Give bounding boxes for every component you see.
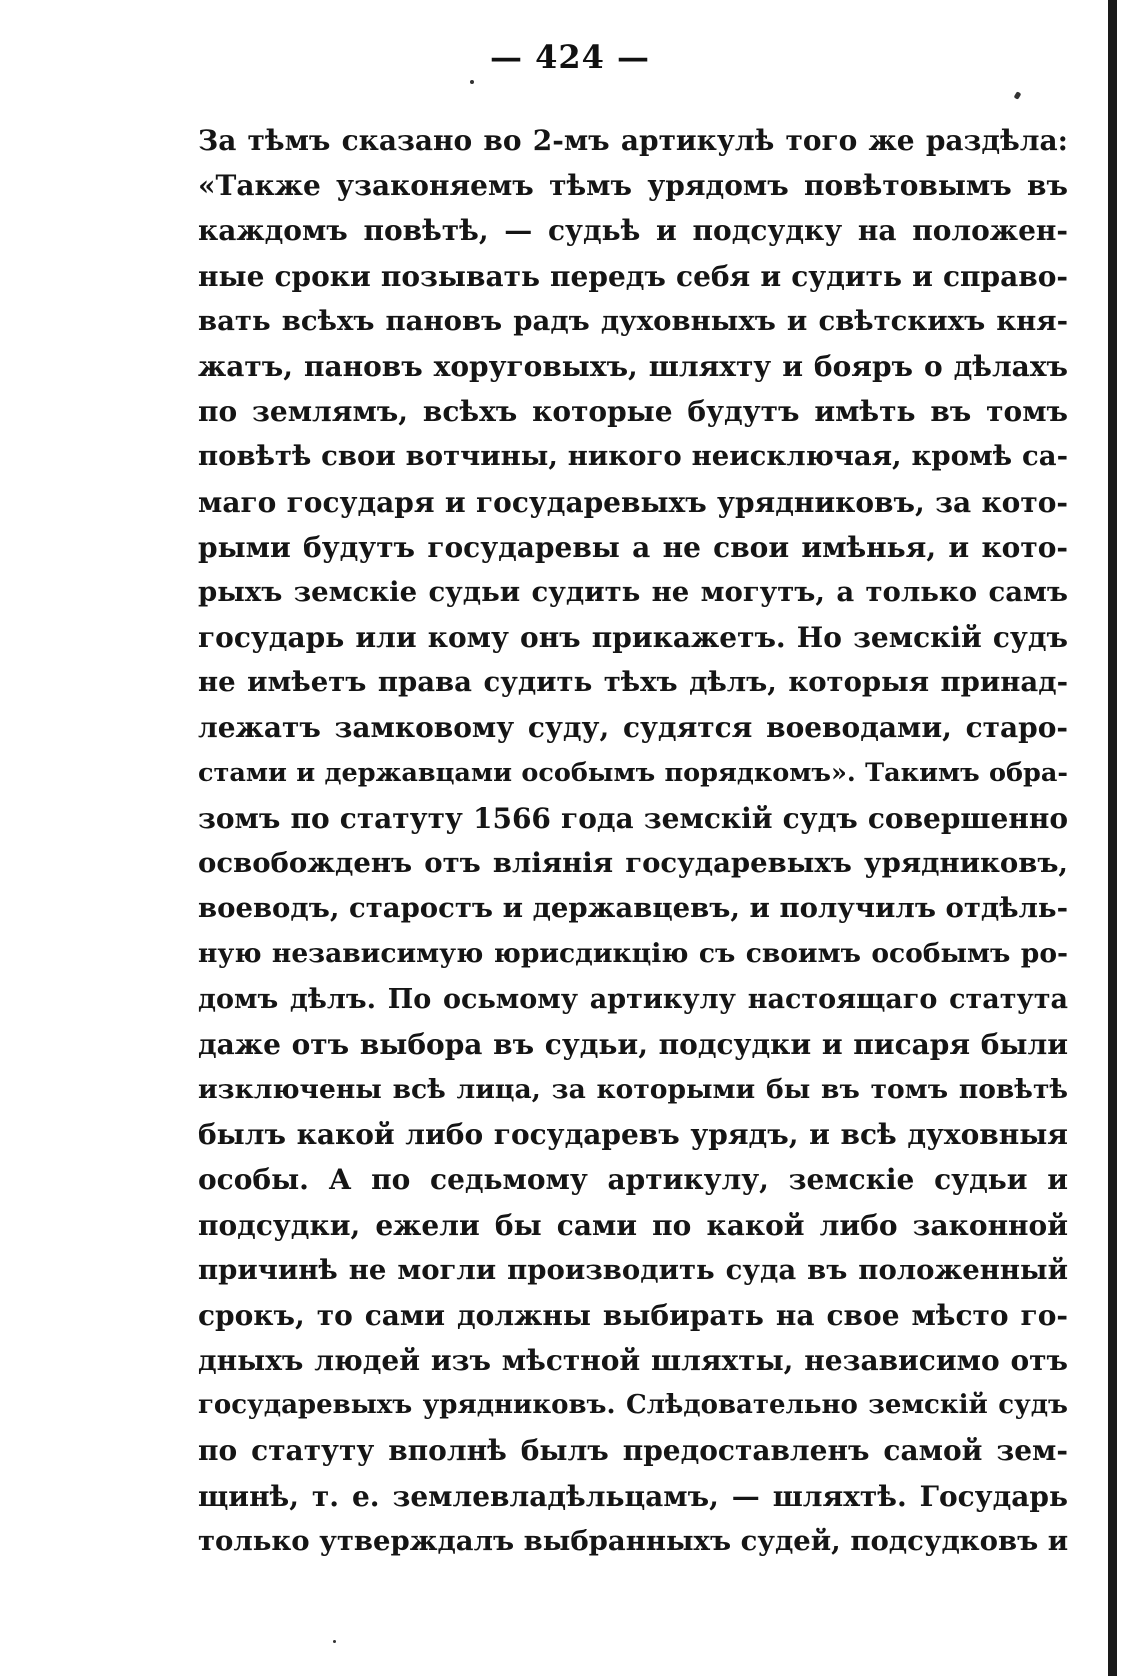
body-text [198, 118, 1068, 1564]
text-line: не имѣетъ права судить тѣхъ дѣлъ, которыя принад- [198, 666, 1068, 699]
text-line: освобожденъ отъ вліянія государевыхъ урядниковъ, [198, 847, 1068, 879]
text-line: лежатъ замковому суду, судятся воеводами, старо- [198, 711, 1068, 745]
text-line: особы. А по седьмому артикулу, земскіе судьи и [198, 1163, 1068, 1197]
text-line: «Также узаконяемъ тѣмъ урядомъ повѣтовымъ въ [198, 169, 1068, 203]
text-line: домъ дѣлъ. По осьмому артикулу настоящаго статута [198, 983, 1068, 1015]
text-line: изключены всѣ лица, за которыми бы въ томъ повѣтѣ [198, 1073, 1068, 1105]
page-binding-edge [1108, 0, 1117, 1676]
text-line: За тѣмъ сказано во 2-мъ артикулѣ того же раздѣла: [198, 124, 1068, 157]
text-line: только утверждалъ выбранныхъ судей, подсудковъ и [198, 1524, 1069, 1557]
text-line: повѣтѣ свои вотчины, никого неисключая, кромѣ са- [198, 440, 1068, 473]
text-line: воеводъ, старостъ и державцевъ, и получилъ отдѣль- [198, 892, 1069, 925]
text-line: маго государя и государевыхъ урядниковъ, за кото- [198, 485, 1068, 519]
text-line: зомъ по статуту 1566 года земскій судъ совершенно [198, 801, 1068, 835]
text-line: по землямъ, всѣхъ которые будутъ имѣть въ томъ [198, 395, 1068, 429]
text-line: стами и державцами особымъ порядкомъ». Такимъ обра- [198, 757, 1068, 788]
page-number: — 424 — [489, 38, 651, 76]
scan-speck [470, 80, 474, 84]
scan-speck [333, 1640, 336, 1643]
text-line: причинѣ не могли производить суда въ положенный [198, 1253, 1068, 1286]
text-line: жатъ, пановъ хоруговыхъ, шляхту и бояръ о дѣлахъ [198, 349, 1068, 383]
text-line: государь или кому онъ прикажетъ. Но земскій судъ [198, 621, 1068, 655]
text-line: рыхъ земскіе судьи судить не могутъ, а только самъ [198, 575, 1068, 608]
text-line: по статуту вполнѣ былъ предоставленъ самой зем- [198, 1434, 1068, 1468]
text-line: ные сроки позывать передъ себя и судить и справо- [198, 259, 1068, 293]
text-line: вать всѣхъ пановъ радъ духовныхъ и свѣтскихъ кня- [198, 304, 1068, 337]
text-line: былъ какой либо государевъ урядъ, и всѣ духовныя [198, 1118, 1068, 1152]
text-line: щинѣ, т. е. землевладѣльцамъ, — шляхтѣ. Государь [198, 1479, 1068, 1513]
text-line: срокъ, то сами должны выбирать на свое мѣсто го- [198, 1298, 1068, 1332]
text-line: государевыхъ урядниковъ. Слѣдовательно земскій судъ [198, 1390, 1068, 1421]
scan-speck [1014, 91, 1022, 100]
text-line: даже отъ выбора въ судьи, подсудки и писаря были [198, 1027, 1068, 1061]
text-line: каждомъ повѣтѣ, — судьѣ и подсудку на положен- [198, 214, 1068, 248]
text-line: подсудки, ежели бы сами по какой либо законной [198, 1208, 1068, 1242]
text-line: ную независимую юрисдикцію съ своимъ особымъ ро- [198, 938, 1068, 970]
text-line: дныхъ людей изъ мѣстной шляхты, независимо отъ [198, 1344, 1068, 1378]
text-line: рыми будутъ государевы а не свои имѣнья, и кото- [198, 530, 1068, 564]
